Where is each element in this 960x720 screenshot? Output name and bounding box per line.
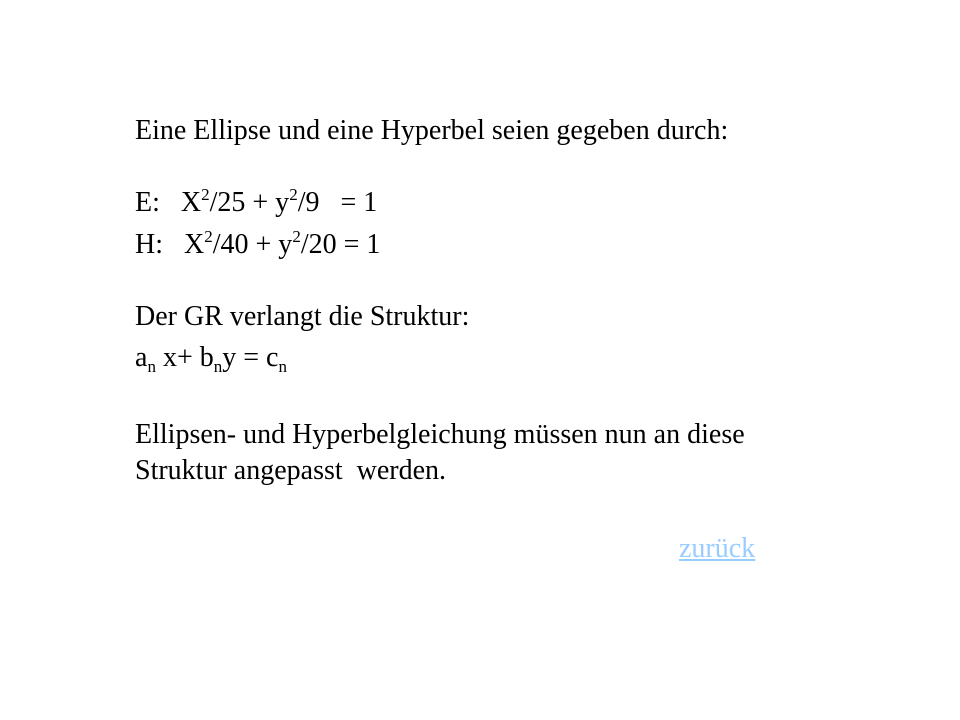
hyperbola-equation	[135, 228, 380, 262]
conclusion-line-1: Ellipsen- und Hyperbelgleichung müssen nun an diese	[135, 419, 745, 450]
structure-middle-1: x+ b	[155, 342, 214, 373]
hyperbola-exponent-x: 2	[204, 227, 213, 246]
structure-sub-a: n	[147, 357, 156, 376]
ellipse-exponent-x: 2	[201, 185, 210, 204]
structure-a: a	[135, 342, 148, 373]
structure-sub-b: n	[213, 357, 223, 376]
structure-sub-c: n	[278, 357, 287, 376]
hyperbola-suffix: /20 = 1	[300, 229, 381, 260]
ellipse-prefix: E: X	[135, 187, 202, 218]
ellipse-middle: /25 + y	[209, 187, 290, 218]
ellipse-suffix: /9 = 1	[297, 187, 378, 218]
structure-middle-2: y = c	[222, 342, 279, 373]
hyperbola-exponent-y: 2	[292, 227, 301, 246]
intro-text: Eine Ellipse und eine Hyperbel seien gegeben durch:	[135, 115, 729, 146]
structure-equation	[135, 341, 287, 375]
gr-structure-text: Der GR verlangt die Struktur:	[135, 301, 470, 332]
ellipse-exponent-y: 2	[289, 185, 298, 204]
hyperbola-middle: /40 + y	[212, 229, 293, 260]
hyperbola-prefix: H: X	[135, 229, 205, 260]
back-link[interactable]: zurück	[679, 533, 756, 564]
ellipse-equation	[135, 186, 377, 220]
conclusion-line-2: Struktur angepasst werden.	[135, 455, 447, 486]
